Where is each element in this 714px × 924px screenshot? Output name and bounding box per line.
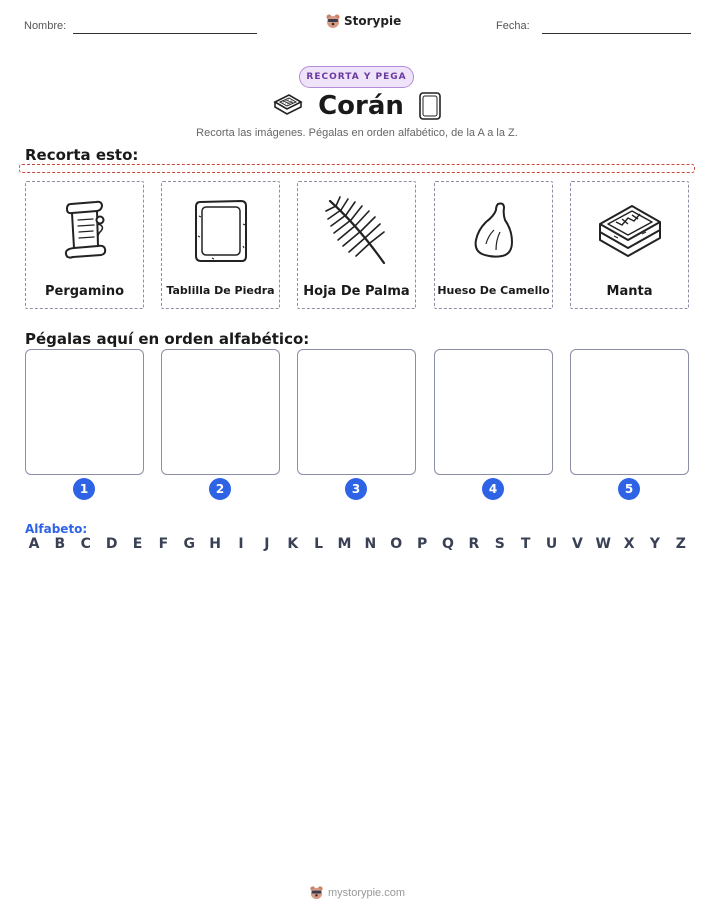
paste-slot[interactable] [25,349,144,475]
alphabet-letter: V [571,536,583,552]
alphabet-letter: U [545,536,558,552]
alphabet-row [25,536,690,552]
tablet-icon [418,91,442,121]
storypie-bear-icon [309,885,324,900]
paste-slot[interactable] [570,349,689,475]
alphabet-letter: N [364,536,377,552]
card-label: Hueso De Camello [437,284,550,297]
blanket-icon [594,198,666,264]
paste-slot[interactable] [161,349,280,475]
alphabet-letter: E [132,536,143,552]
page-title: Corán [318,91,404,121]
footer [0,885,714,900]
alphabet-letter: F [158,536,169,552]
slot-number: 1 [73,478,95,500]
paste-heading: Pégalas aquí en orden alfabético: [25,330,310,348]
alphabet-letter: O [390,536,403,552]
storypie-bear-icon [325,13,341,29]
paste-slot[interactable] [297,349,416,475]
alphabet-letter: H [209,536,221,552]
card-label: Pergamino [44,284,125,299]
name-field[interactable] [73,33,257,34]
alphabet-letter: Q [442,536,454,552]
alphabet-letter: X [623,536,635,552]
cut-line [19,164,695,173]
slot-number: 5 [618,478,640,500]
quran-book-icon [272,93,304,119]
scroll-icon [57,198,113,264]
date-field[interactable] [542,33,691,34]
alphabet-letter: Y [649,536,661,552]
slot-number: 2 [209,478,231,500]
cutout-card[interactable] [570,181,689,309]
camel-bone-icon [468,200,520,262]
title-row [0,91,714,121]
slot-number: 3 [345,478,367,500]
alphabet-letter: D [105,536,118,552]
name-label: Nombre: [24,20,67,32]
alphabet-letter: R [468,536,480,552]
footer-link[interactable]: mystorypie.com [327,886,406,899]
paste-slot[interactable] [434,349,553,475]
alphabet-letter: K [287,536,299,552]
alphabet-letter: C [80,536,91,552]
card-label: Tablilla De Piedra [166,284,275,297]
brand-logo [325,13,401,29]
alphabet-letter: B [54,536,66,552]
alphabet-letter: M [337,536,352,552]
cut-heading: Recorta esto: [25,146,139,164]
alphabet-letter: Z [675,536,686,552]
card-label: Hoja De Palma [303,284,410,299]
alphabet-letter: T [520,536,531,552]
alphabet-letter: L [314,536,324,552]
card-label: Manta [606,284,653,299]
cutout-card[interactable] [25,181,144,309]
cutout-card[interactable] [434,181,553,309]
instructions: Recorta las imágenes. Pégalas en orden alfabético, de la A a la Z. [196,127,518,139]
alphabet-heading: Alfabeto: [25,522,88,536]
cutout-card[interactable] [297,181,416,309]
stone-tablet-icon [192,196,250,266]
alphabet-letter: S [494,536,505,552]
slot-number: 4 [482,478,504,500]
alphabet-letter: J [264,536,270,552]
alphabet-letter: P [416,536,428,552]
alphabet-letter: W [595,536,611,552]
alphabet-letter: A [28,536,40,552]
date-label: Fecha: [496,20,530,32]
alphabet-letter: I [238,536,244,552]
cutout-card[interactable] [161,181,280,309]
brand-name: Storypie [344,14,402,28]
activity-badge: RECORTA Y PEGA [299,66,414,88]
palm-leaf-icon [322,195,392,267]
alphabet-letter: G [183,536,195,552]
